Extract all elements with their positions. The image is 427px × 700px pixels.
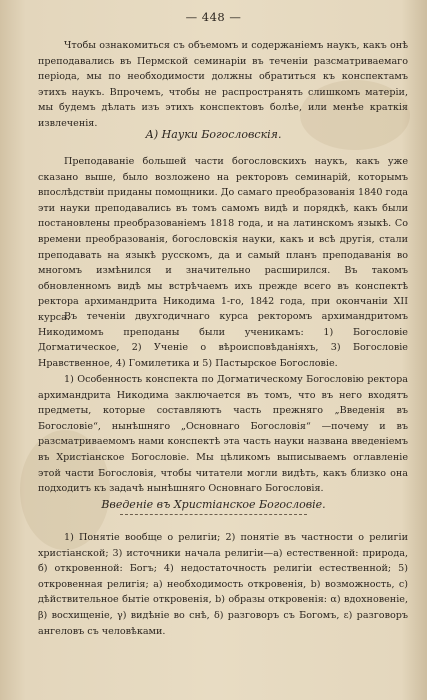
section-heading-introduction: Введеніе въ Христіанское Богословіе. [101, 498, 326, 511]
section-heading-theology: А) Науки Богословскія. [145, 128, 282, 141]
intro-paragraph: Чтобы ознакомиться съ объемомъ и содержаніемъ наукъ, какъ онѣ преподавались въ Пермской семинаріи въ теченіи разсматриваемаго періода, мы по необходимости должны обратиться къ конспектамъ этихъ наукъ. Впрочемъ, чтобы не распространять слишкомъ матеріи, мы будемъ дѣлать изъ этихъ конспектовъ болѣе, или менѣе краткія извлеченія. [38, 40, 408, 129]
paragraph-course-subjects: Въ теченіи двухгодичнаго курса ректоромъ архимандритомъ Никодимомъ преподаны были ученикамъ: 1) Богословіе Догматическое, 2) Ученіе о вѣроисповѣданіяхъ, 3) Богословіе Нравственное, 4) Гомилетика и 5) Пастырское Богословіе. [38, 311, 408, 369]
heading-underline [120, 514, 307, 515]
paragraph-religion-topics: 1) Понятіе вообще о религіи; 2) понятіе въ частности о религіи христіанской; 3) источники начала религіи—а) естественной: природа, б) откровенной: Богъ; 4) недостаточность религіи естественной; 5) откровенная религія; а) необходимость откровенія, b) возможность, с) дѣйствительное бытіе откровенія, b) образы откровенія: α) вдохновеніе, β) восхищеніе, γ) видѣніе во снѣ, δ) разговоръ съ Богомъ, ε) разговоръ ангеловъ съ человѣками. [38, 532, 408, 637]
paragraph-dogmatic-conspect: 1) Особенность конспекта по Догматическому Богословію ректора архимандрита Никодима заключается въ томъ, что въ него входятъ предметы, которые составляютъ часть прежняго „Введенія въ Богословіе“, нынѣшняго „Основнаго Богословія“ —почему и въ разсматриваемомъ нами конспектѣ эта часть науки названа введеніемъ въ Христіанское Богословіе. Мы цѣликомъ выписываемъ оглавленіе этой части Богословія, чтобы читатели могли видѣть, какъ близко она подходитъ къ задачѣ нынѣшняго Основнаго Богословія. [38, 374, 408, 495]
paragraph-teaching-history: Преподаваніе большей части богословскихъ наукъ, какъ уже сказано выше, было возложено на ректоровъ семинарій, которымъ впослѣдствіи приданы помощники. До самаго преобразованія 1840 года эти науки преподавались въ томъ самомъ видѣ и порядкѣ, какъ были постановлены преобразованіемъ 1818 года, и на латинскомъ языкѣ. Со времени преобразованія, богословскія науки, какъ и всѣ другія, стали преподавать на языкѣ русскомъ, да и самый планъ преподаванія во многомъ измѣнился и значительно расширился. Въ такомъ обновленномъ видѣ мы встрѣчаемъ ихъ прежде всего въ конспектѣ ректора архимандрита Никодима 1-го, 1842 года, при окончаніи XII курса. [38, 156, 408, 323]
page-number: — 448 — [185, 10, 242, 24]
